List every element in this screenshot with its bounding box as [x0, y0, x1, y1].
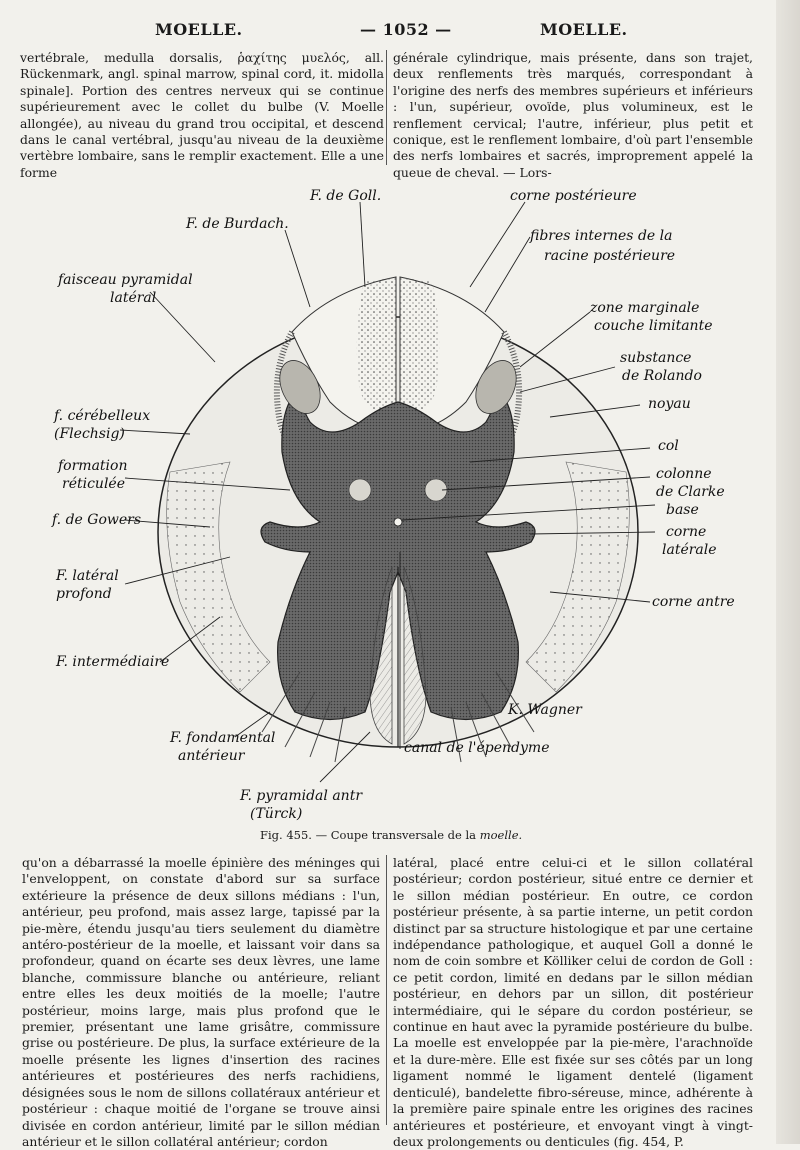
label-fibres-2: racine postérieure [544, 248, 676, 264]
label-base: base [666, 502, 699, 518]
page-header [20, 20, 775, 42]
label-ependyme: canal de l'épendyme [404, 740, 550, 756]
label-substance-2: de Rolando [622, 368, 702, 384]
label-goll: F. de Goll. [310, 188, 382, 204]
label-cerebelleux-1: f. cérébelleux [54, 408, 151, 424]
label-lateral-profond-1: F. latéral [56, 568, 119, 584]
top-right-paragraph: générale cylindrique, mais présente, dans son trajet, deux renflements très marqués, correspondant à l'origine des nerfs des membres supérieurs et inférieurs : l'un, supérieur, ovoïde, plus volumineux, est le renflement cervical; l'autre, inférieur, plus petit et conique, est le renflement lombaire, d'où part l'ensemble des nerfs lombaires et sacrés, improprement appelé la queue de cheval. — Lors- [393, 50, 753, 180]
label-fibres-1: fibres internes de la [530, 228, 673, 244]
label-noyau: noyau [648, 396, 691, 412]
clarke-left [349, 479, 371, 501]
bottom-right-column [393, 855, 753, 1149]
caption-text: Fig. 455. — Coupe transversale de la [260, 828, 477, 842]
label-zone-1: zone marginale [590, 300, 700, 316]
spinal-cord-figure [30, 172, 770, 832]
label-fondamental-1: F. fondamental [170, 730, 276, 746]
label-pyramidal-ant-2: (Türck) [250, 806, 303, 822]
column-divider-bottom [386, 855, 387, 1125]
page-edge [776, 0, 800, 1144]
label-formation-1: formation [58, 458, 128, 474]
column-divider [386, 50, 387, 165]
artist-signature: K. Wagner [508, 702, 582, 718]
top-right-column [393, 50, 753, 180]
label-clarke-1: colonne [656, 466, 712, 482]
label-pyramidal-ant-1: F. pyramidal antr [240, 788, 363, 804]
label-substance-1: substance [620, 350, 692, 366]
label-lateral-profond-2: profond [56, 586, 112, 602]
label-col: col [658, 438, 679, 454]
label-corne-ant: corne antre [652, 594, 735, 610]
figure-caption [260, 828, 560, 842]
header-left: MOELLE. [155, 20, 243, 39]
bottom-left-column [22, 855, 380, 1149]
bottom-right-paragraph: latéral, placé entre celui-ci et le sillon collatéral postérieur; cordon postérieur, situé entre ce dernier et le sillon médian postérieur. En outre, ce cordon postérieur présente, à sa partie interne, un petit cordon distinct par sa structure histologique et par une certaine indépendance pathologique, et auquel Goll a donné le nom de coin sombre et Kölliker celui de cordon de Goll : ce petit cordon, limité en dedans par le sillon médian postérieur, en dehors par un sillon, dit postérieur intermédiaire, qui le sépare du cordon postérieur, se continue en haut avec la pyramide postérieure du bulbe. La moelle est enveloppée par la pie-mère, l'arachnoïde et la dure-mère. Elle est fixée sur ses côtés par un long ligament nommé le ligament dentelé (ligament denticulé), bandelette fibro-séreuse, mince, adhérente à la première paire spinale entre les origines des racines antérieures et postérieure, et envoyant vingt à vingt-deux prolongements ou denticules (fig. 454, P. [393, 855, 753, 1149]
caption-emphasis: moelle. [479, 828, 523, 842]
top-left-column [20, 50, 384, 180]
label-burdach: F. de Burdach. [186, 216, 289, 232]
page-number: — 1052 — [360, 20, 452, 39]
label-cerebelleux-2: (Flechsig) [54, 426, 125, 442]
label-corne-lat-1: corne [666, 524, 707, 540]
label-formation-2: réticulée [62, 476, 125, 492]
label-intermediaire: F. intermédiaire [56, 654, 170, 670]
label-gowers: f. de Gowers [52, 512, 142, 528]
label-pyramidal-lateral-2: latéral [110, 290, 157, 306]
bottom-left-paragraph: qu'on a débarrassé la moelle épinière des méninges qui l'enveloppent, on constate d'abord sur sa surface extérieure la présence de deux sillons médians : l'un, antérieur, peu profond, mais assez large, tapissé par la pie-mère, étendu jusqu'au tiers seulement du diamètre antéro-postérieur de la moelle, et laissant voir dans sa profondeur, quand on écarte ses deux lèvres, une lame blanche, commissure blanche ou antérieure, reliant entre elles les deux moitiés de la moelle; l'autre postérieur, moins large, mais plus profond que le premier, présentant une lame grisâtre, commissure grise ou postérieure. De plus, la surface extérieure de la moelle présente les lignes d'insertion des racines antérieures et postérieures des nerfs rachidiens, désignées sous le nom de sillons collatéraux antérieur et postérieur : chaque moitié de l'organe se trouve ainsi divisée en cordon antérieur, limité par le sillon médian antérieur et le sillon collatéral antérieur; cordon [22, 855, 380, 1149]
label-corne-lat-2: latérale [662, 542, 717, 558]
label-zone-2: couche limitante [594, 318, 713, 334]
label-pyramidal-lateral-1: faisceau pyramidal [58, 272, 193, 288]
label-fondamental-2: antérieur [178, 748, 245, 764]
label-clarke-2: de Clarke [656, 484, 725, 500]
header-right: MOELLE. [540, 20, 628, 39]
ependymal-canal [394, 518, 402, 526]
label-corne-posterieure: corne postérieure [510, 188, 637, 204]
top-left-paragraph: vertébrale, medulla dorsalis, ῥαχίτης μυελός, all. Rückenmark, angl. spinal marrow, spinal cord, it. midolla spinale]. Portion des centres nerveux qui se continue supérieurement avec le collet du bulbe (V. Moelle allongée), au niveau du grand trou occipital, et descend dans le canal vertébral, jusqu'au niveau de la deuxième vertèbre lombaire, sans le remplir exactement. Elle a une forme [20, 50, 384, 180]
